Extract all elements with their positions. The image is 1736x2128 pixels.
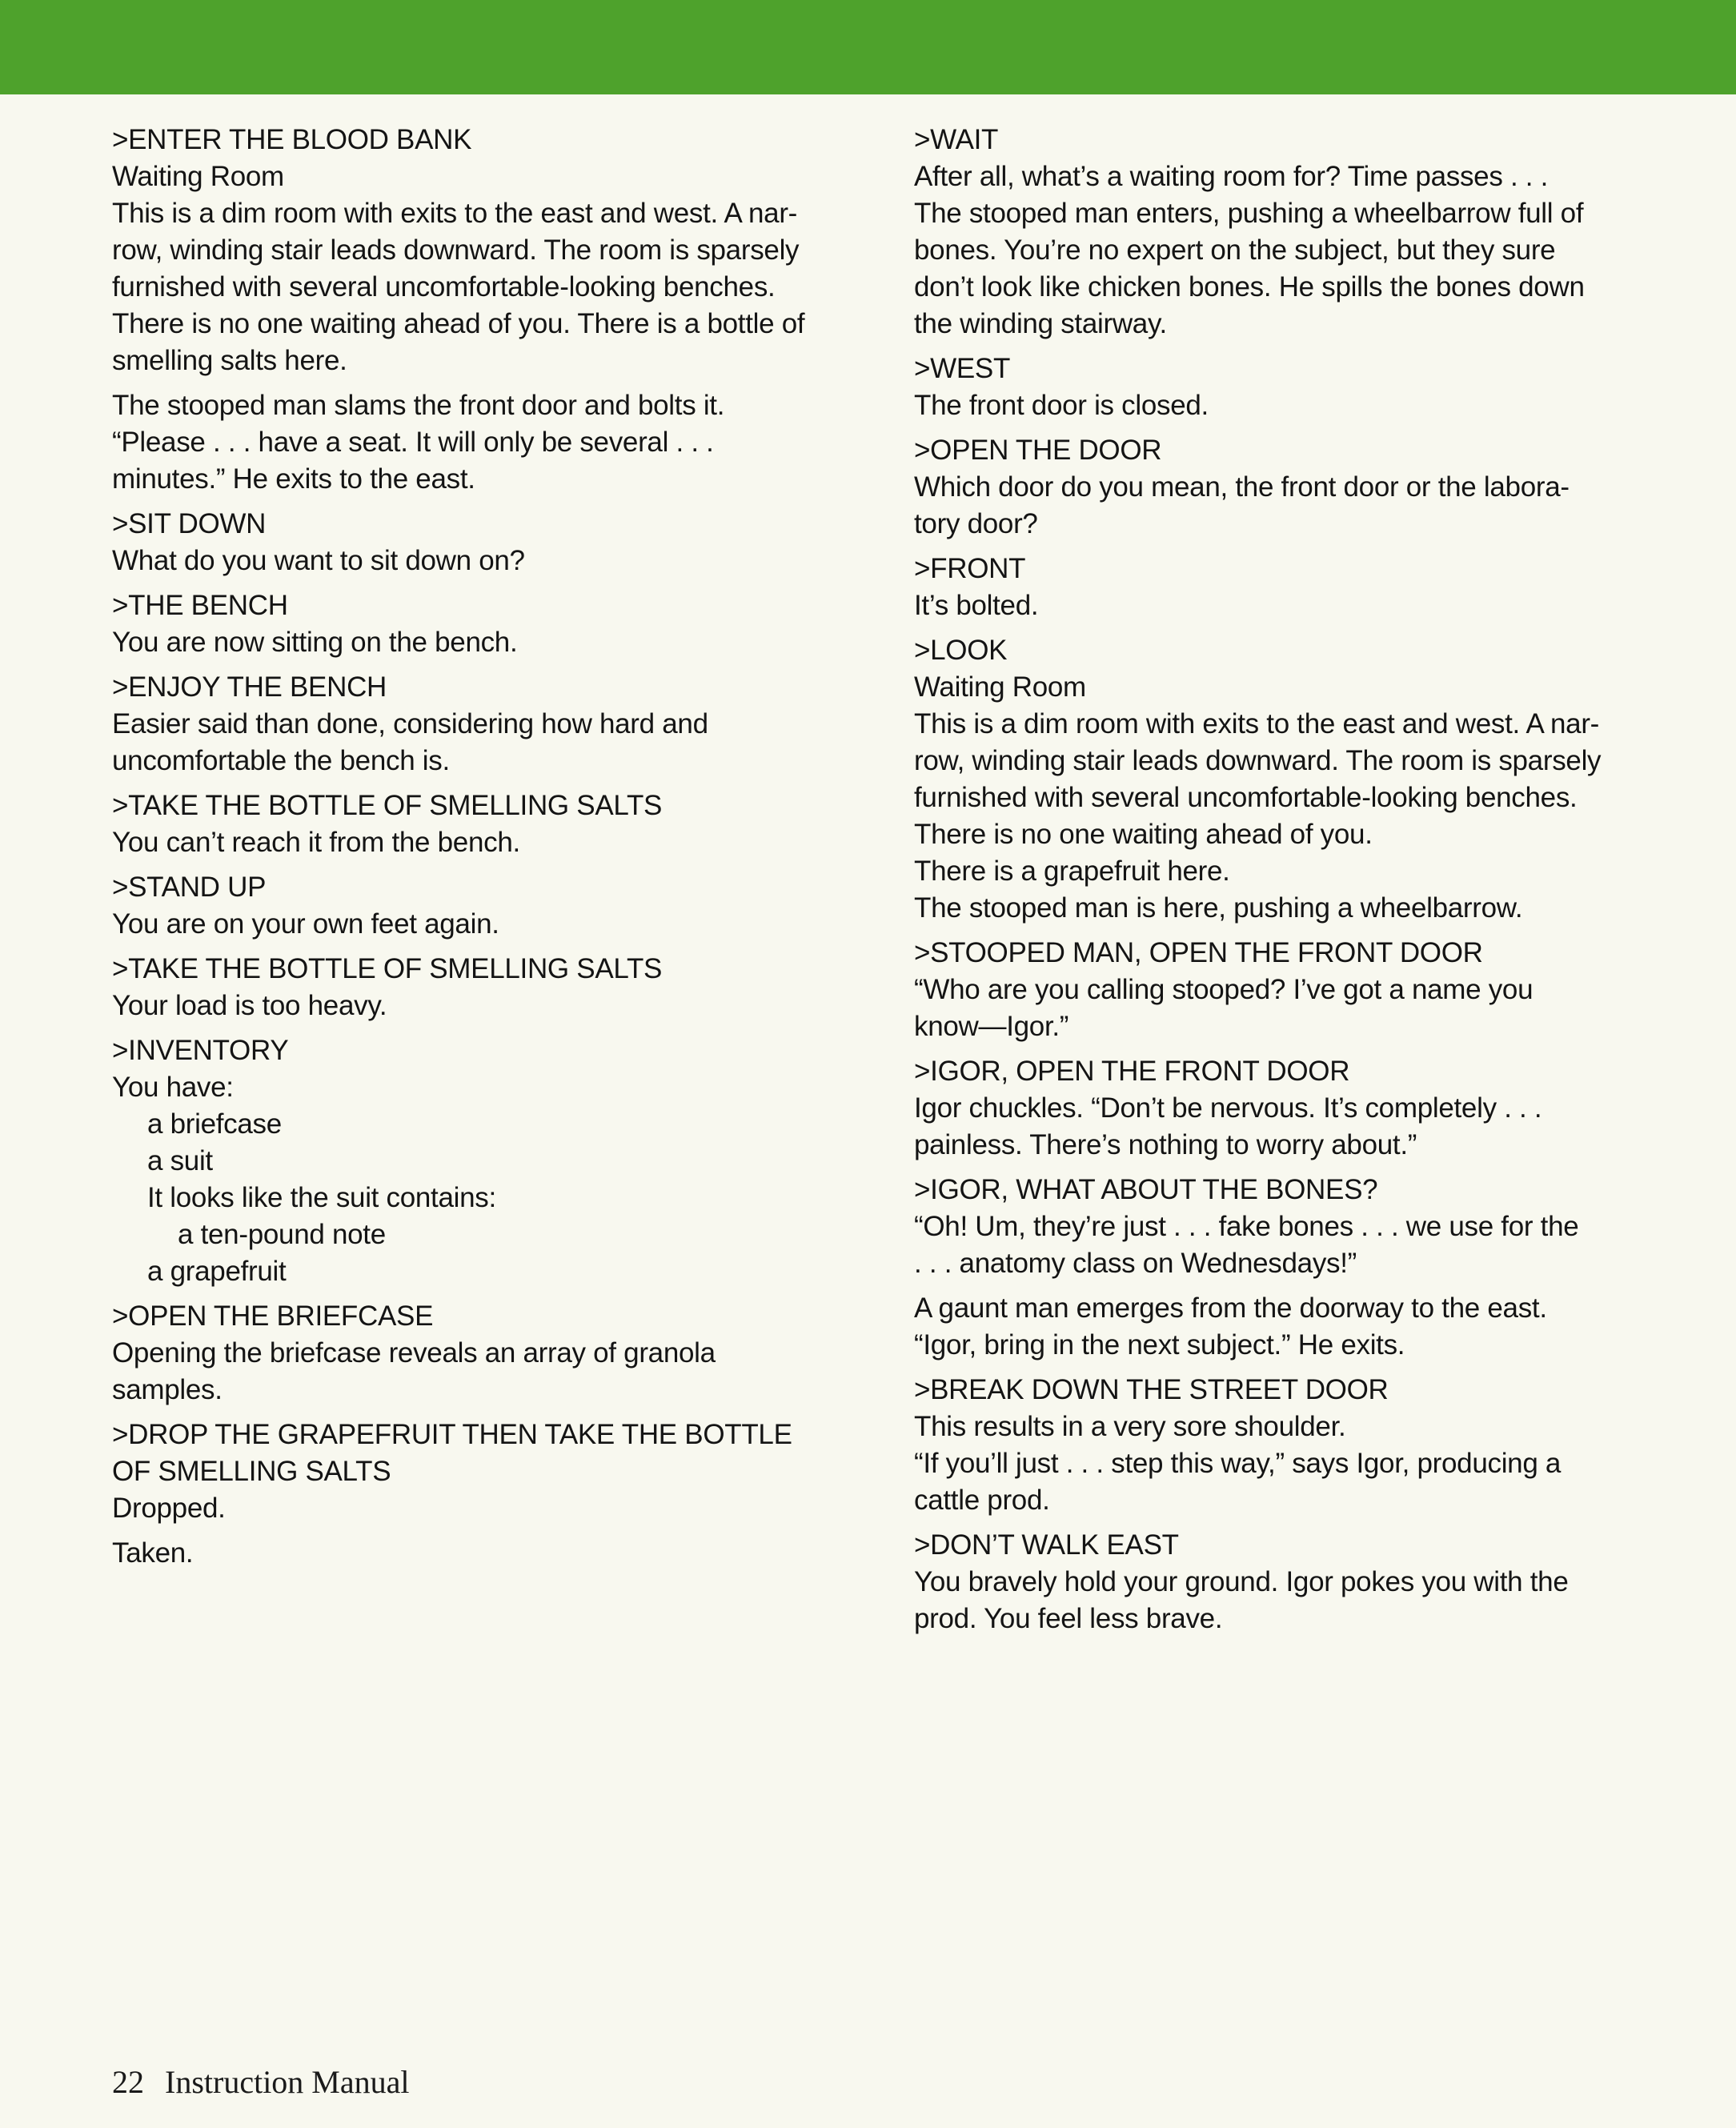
response-line: “Please . . . have a seat. It will only be several . . . — [112, 427, 714, 458]
command-line: >WEST — [914, 353, 1011, 384]
response-line: “Who are you calling stooped? I’ve got a name you — [914, 974, 1534, 1005]
response-line: There is no one waiting ahead of you. — [914, 819, 1373, 850]
response-line: cattle prod. — [914, 1485, 1050, 1516]
command-line: >OPEN THE BRIEFCASE — [112, 1300, 434, 1332]
inventory-item: a grapefruit — [147, 1256, 287, 1287]
response-line: furnished with several uncomfortable-looking benches. — [914, 782, 1578, 813]
response-line: prod. You feel less brave. — [914, 1603, 1223, 1634]
response-line: painless. There’s nothing to worry about.” — [914, 1129, 1417, 1160]
response-line: You have: — [112, 1072, 234, 1103]
response-line: . . . anatomy class on Wednesdays!” — [914, 1248, 1357, 1279]
response-line: Your load is too heavy. — [112, 990, 387, 1021]
command-line: >INVENTORY — [112, 1035, 289, 1066]
command-line: >ENJOY THE BENCH — [112, 671, 387, 703]
response-line: You bravely hold your ground. Igor pokes you with the — [914, 1566, 1569, 1597]
response-line: You can’t reach it from the bench. — [112, 827, 520, 858]
page-number: 22 — [112, 2064, 144, 2100]
response-line: furnished with several uncomfortable-looking benches. — [112, 271, 776, 303]
response-line: This is a dim room with exits to the east and west. A nar- — [914, 708, 1600, 739]
command-line: >SIT DOWN — [112, 508, 267, 539]
response-line: A gaunt man emerges from the doorway to the east. — [914, 1292, 1547, 1324]
response-line: The stooped man enters, pushing a wheelbarrow full of — [914, 198, 1584, 229]
response-line: It’s bolted. — [914, 590, 1039, 621]
command-line: >DROP THE GRAPEFRUIT THEN TAKE THE BOTTLE — [112, 1419, 792, 1450]
response-line: smelling salts here. — [112, 345, 347, 376]
response-line: uncomfortable the bench is. — [112, 745, 450, 776]
response-line: The stooped man is here, pushing a wheelbarrow. — [914, 892, 1523, 924]
response-line: samples. — [112, 1374, 223, 1405]
response-line: row, winding stair leads downward. The room is sparsely — [914, 745, 1602, 776]
left-column — [112, 122, 880, 1572]
inventory-subitem: a ten-pound note — [178, 1219, 386, 1250]
response-line: Easier said than done, considering how hard and — [112, 708, 708, 739]
response-line: know—Igor.” — [914, 1011, 1069, 1042]
inventory-item: It looks like the suit contains: — [147, 1182, 496, 1213]
command-line: >IGOR, OPEN THE FRONT DOOR — [914, 1056, 1350, 1087]
command-line: >DON’T WALK EAST — [914, 1529, 1179, 1561]
inventory-item: a suit — [147, 1145, 213, 1176]
response-line: This is a dim room with exits to the east and west. A nar- — [112, 198, 798, 229]
response-line: the winding stairway. — [914, 308, 1167, 339]
command-line: >LOOK — [914, 635, 1008, 666]
command-line: >ENTER THE BLOOD BANK — [112, 124, 472, 155]
response-line: Waiting Room — [914, 671, 1086, 703]
page-footer — [112, 2063, 431, 2101]
command-line: >STAND UP — [112, 872, 267, 903]
response-line: You are now sitting on the bench. — [112, 627, 518, 658]
command-line: >FRONT — [914, 553, 1026, 584]
response-line: Opening the briefcase reveals an array of granola — [112, 1337, 716, 1369]
response-line: row, winding stair leads downward. The room is sparsely — [112, 234, 800, 266]
header-color-band — [0, 0, 1736, 94]
command-line: >TAKE THE BOTTLE OF SMELLING SALTS — [112, 790, 663, 821]
command-line: >IGOR, WHAT ABOUT THE BONES? — [914, 1174, 1378, 1205]
command-line: >OPEN THE DOOR — [914, 435, 1162, 466]
command-line: >BREAK DOWN THE STREET DOOR — [914, 1374, 1389, 1405]
response-line: Igor chuckles. “Don’t be nervous. It’s completely . . . — [914, 1092, 1542, 1124]
response-line: minutes.” He exits to the east. — [112, 463, 475, 495]
response-line: Which door do you mean, the front door or the labora- — [914, 471, 1570, 503]
command-line: >STOOPED MAN, OPEN THE FRONT DOOR — [914, 937, 1483, 968]
response-line: The stooped man slams the front door and bolts it. — [112, 390, 725, 421]
right-column — [914, 122, 1682, 1637]
footer-label: Instruction Manual — [165, 2064, 410, 2100]
response-line: tory door? — [914, 508, 1038, 539]
response-line: “Igor, bring in the next subject.” He exits. — [914, 1329, 1405, 1361]
command-line: >THE BENCH — [112, 590, 288, 621]
response-line: bones. You’re no expert on the subject, but they sure — [914, 234, 1556, 266]
inventory-item: a briefcase — [147, 1108, 282, 1140]
response-line: You are on your own feet again. — [112, 908, 499, 940]
response-line: Taken. — [112, 1537, 194, 1569]
response-line: After all, what’s a waiting room for? Time passes . . . — [914, 161, 1549, 192]
response-line: Waiting Room — [112, 161, 284, 192]
response-line: OF SMELLING SALTS — [112, 1456, 391, 1487]
response-line: “If you’ll just . . . step this way,” says Igor, producing a — [914, 1448, 1562, 1479]
command-line: >TAKE THE BOTTLE OF SMELLING SALTS — [112, 953, 663, 984]
response-line: There is a grapefruit here. — [914, 856, 1230, 887]
command-line: >WAIT — [914, 124, 999, 155]
response-line: Dropped. — [112, 1493, 226, 1524]
response-line: There is no one waiting ahead of you. There is a bottle of — [112, 308, 805, 339]
response-line: don’t look like chicken bones. He spills the bones down — [914, 271, 1585, 303]
response-line: This results in a very sore shoulder. — [914, 1411, 1346, 1442]
response-line: What do you want to sit down on? — [112, 545, 525, 576]
response-line: “Oh! Um, they’re just . . . fake bones . . . we use for the — [914, 1211, 1579, 1242]
response-line: The front door is closed. — [914, 390, 1209, 421]
